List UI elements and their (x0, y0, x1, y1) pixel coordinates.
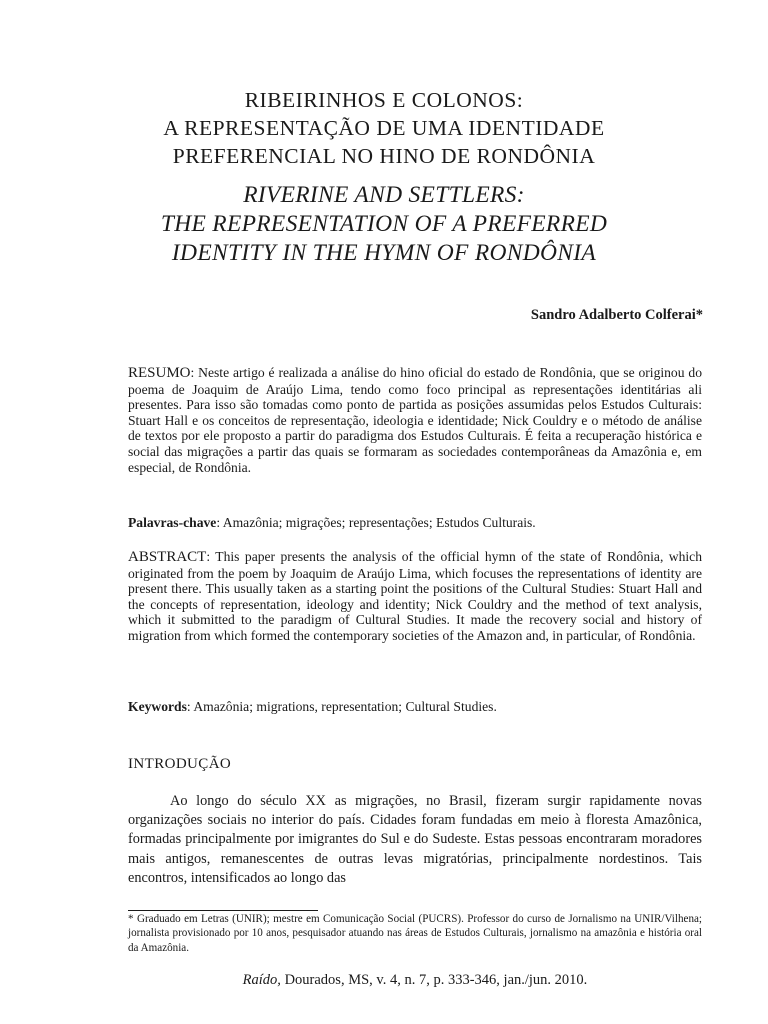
abstract-paragraph (128, 549, 702, 644)
palavras-chave-label: Palavras-chave (128, 515, 217, 530)
keywords-text: : Amazônia; migrations, representation; Cultural Studies. (186, 699, 497, 714)
title-english (100, 181, 668, 268)
resumo-paragraph (128, 365, 702, 475)
keywords-label: Keywords (128, 699, 187, 714)
intro-paragraph: Ao longo do século XX as migrações, no Brasil, fizeram surgir rapidamente novas organizações sociais no interior do país. Cidades foram fundadas em meio à floresta Amazônica, formadas principalmente por imigrantes do Sul e do Sudeste. Estas pessoas encontraram moradores mais antigos, remanescentes de outras levas migratórias, principalmente nordestinos. Tais encontros, intensificados ao longo das (128, 793, 702, 886)
title-en-line-1: RIVERINE AND SETTLERS: (243, 182, 525, 208)
title-pt-line-1: RIBEIRINHOS E COLONOS: (244, 88, 524, 112)
abstract-text: : This paper presents the analysis of the official hymn of the state of Rondônia, which originated from the poem by Joaquim de Araújo Lima, which focuses the representations of identity are present there. This usually taken as a starting point the positions of the Cultural Studies: Stuart Hall and the concepts of representation, ideology and identity; Nick Couldry and the method of text analysis, which it submitted to the paradigm of Cultural Studies. It made the recovery social and history of migration from which formed the contemporary societies of the Amazon and, in particular, of Rondônia. (128, 549, 702, 643)
palavras-chave-text: : Amazônia; migrações; representações; Estudos Culturais. (216, 515, 536, 530)
citation-details: Dourados, MS, v. 4, n. 7, p. 333-346, jan./jun. 2010. (280, 972, 588, 988)
section-heading-introducao: INTRODUÇÃO (128, 756, 232, 772)
abstract-label: ABSTRACT (128, 549, 207, 565)
title-pt-line-3: PREFERENCIAL NO HINO DE RONDÔNIA (172, 144, 596, 168)
title-en-line-2: THE REPRESENTATION OF A PREFERRED (160, 211, 608, 237)
keywords-paragraph (128, 699, 702, 715)
title-en-line-3: IDENTITY IN THE HYMN OF RONDÔNIA (171, 240, 597, 266)
resumo-text: : Neste artigo é realizada a análise do hino oficial do estado de Rondônia, que se originou do poema de Joaquim de Araújo Lima, tendo como foco principal as representações identitárias ali presentes. Para isso são tomadas como ponto de partida as posições assumidas pelos Estudos Culturais: Stuart Hall e os conceitos de representação, ideologia e identidade; Nick Couldry e o método de análise de textos por ele proposto a partir do paradigma dos Estudos Culturais. É feita a recuperação histórica e social das migrações a partir das quais se formaram as sociedades contemporâneas da Amazônia e, em especial, de Rondônia. (128, 365, 702, 475)
journal-name: Raído, (242, 972, 281, 988)
journal-citation (128, 972, 702, 989)
title-pt-line-2: A REPRESENTAÇÃO DE UMA IDENTIDADE (163, 116, 605, 140)
palavras-chave-paragraph (128, 515, 702, 531)
footnote-divider (128, 910, 318, 911)
resumo-label: RESUMO (128, 365, 191, 381)
author-name: Sandro Adalberto Colferai* (530, 307, 703, 323)
author-footnote: * Graduado em Letras (UNIR); mestre em Comunicação Social (PUCRS). Professor do curso de Jornalismo na UNIR/Vilhena; jornalista provisionado por 10 anos, pesquisador atuando nas áreas de Estudos Culturais, jornalismo na amazônia e história oral da Amazônia. (128, 913, 702, 954)
title-portuguese (100, 86, 668, 170)
